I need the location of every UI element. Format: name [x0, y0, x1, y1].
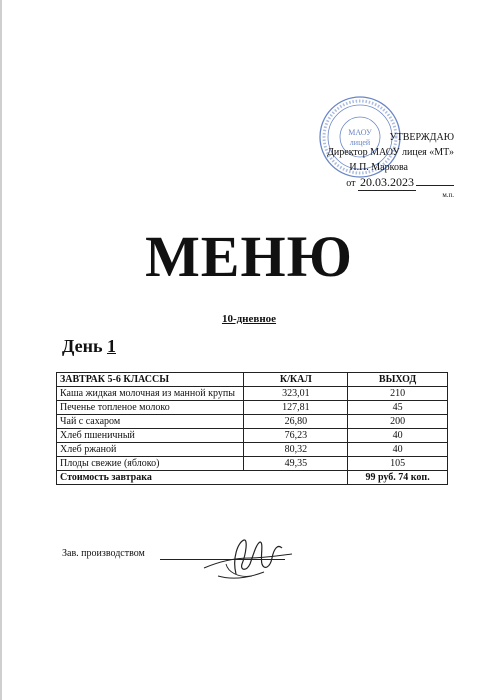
- dish-name: Печенье топленое молоко: [57, 401, 244, 415]
- dish-kcal: 76,23: [244, 429, 348, 443]
- handwritten-signature-icon: [198, 528, 298, 584]
- dish-yield: 105: [348, 457, 448, 471]
- dish-kcal: 26,80: [244, 415, 348, 429]
- approve-label: УТВЕРЖДАЮ: [389, 132, 454, 143]
- dish-name: Хлеб ржаной: [57, 443, 244, 457]
- date-underline: [416, 185, 454, 186]
- total-label: Стоимость завтрака: [57, 471, 348, 485]
- page-subtitle: 10-дневное: [221, 313, 277, 325]
- table-row: [57, 415, 448, 429]
- approval-date: 20.03.2023: [360, 175, 414, 189]
- table-row: [57, 387, 448, 401]
- page-title: МЕНЮ: [145, 224, 353, 289]
- scan-edge: [0, 0, 2, 700]
- dish-yield: 40: [348, 443, 448, 457]
- dish-yield: 45: [348, 401, 448, 415]
- day-number: 1: [106, 336, 116, 356]
- director-line: Директор МАОУ лицея «МТ»: [327, 147, 454, 158]
- total-value: 99 руб. 74 коп.: [348, 471, 448, 485]
- day-heading: [62, 336, 116, 357]
- dish-yield: 210: [348, 387, 448, 401]
- approval-date-row: [327, 175, 454, 191]
- menu-table: [56, 372, 448, 485]
- table-row: [57, 401, 448, 415]
- dish-kcal: 80,32: [244, 443, 348, 457]
- date-prefix: от: [346, 178, 356, 189]
- table-row: [57, 457, 448, 471]
- svg-text:МАОУ: МАОУ: [348, 128, 372, 137]
- header-meal: ЗАВТРАК 5-6 КЛАССЫ: [57, 373, 244, 387]
- dish-name: Плоды свежие (яблоко): [57, 457, 244, 471]
- dish-name: Каша жидкая молочная из манной крупы: [57, 387, 244, 401]
- total-row: [57, 471, 448, 485]
- dish-yield: 40: [348, 429, 448, 443]
- dish-kcal: 49,35: [244, 457, 348, 471]
- day-label: День: [62, 336, 103, 356]
- director-name: И.П. Маркова: [349, 162, 408, 173]
- dish-name: Хлеб пшеничный: [57, 429, 244, 443]
- table-row: [57, 443, 448, 457]
- approval-block: [327, 130, 454, 191]
- seal-place-label: м.п.: [442, 191, 454, 199]
- dish-kcal: 127,81: [244, 401, 348, 415]
- dish-yield: 200: [348, 415, 448, 429]
- header-yield: ВЫХОД: [348, 373, 448, 387]
- header-kcal: К/КАЛ: [244, 373, 348, 387]
- signature-label: Зав. производством: [62, 548, 145, 559]
- table-row: [57, 429, 448, 443]
- svg-text:лицей: лицей: [349, 138, 371, 147]
- dish-name: Чай с сахаром: [57, 415, 244, 429]
- dish-kcal: 323,01: [244, 387, 348, 401]
- table-header-row: [57, 373, 448, 387]
